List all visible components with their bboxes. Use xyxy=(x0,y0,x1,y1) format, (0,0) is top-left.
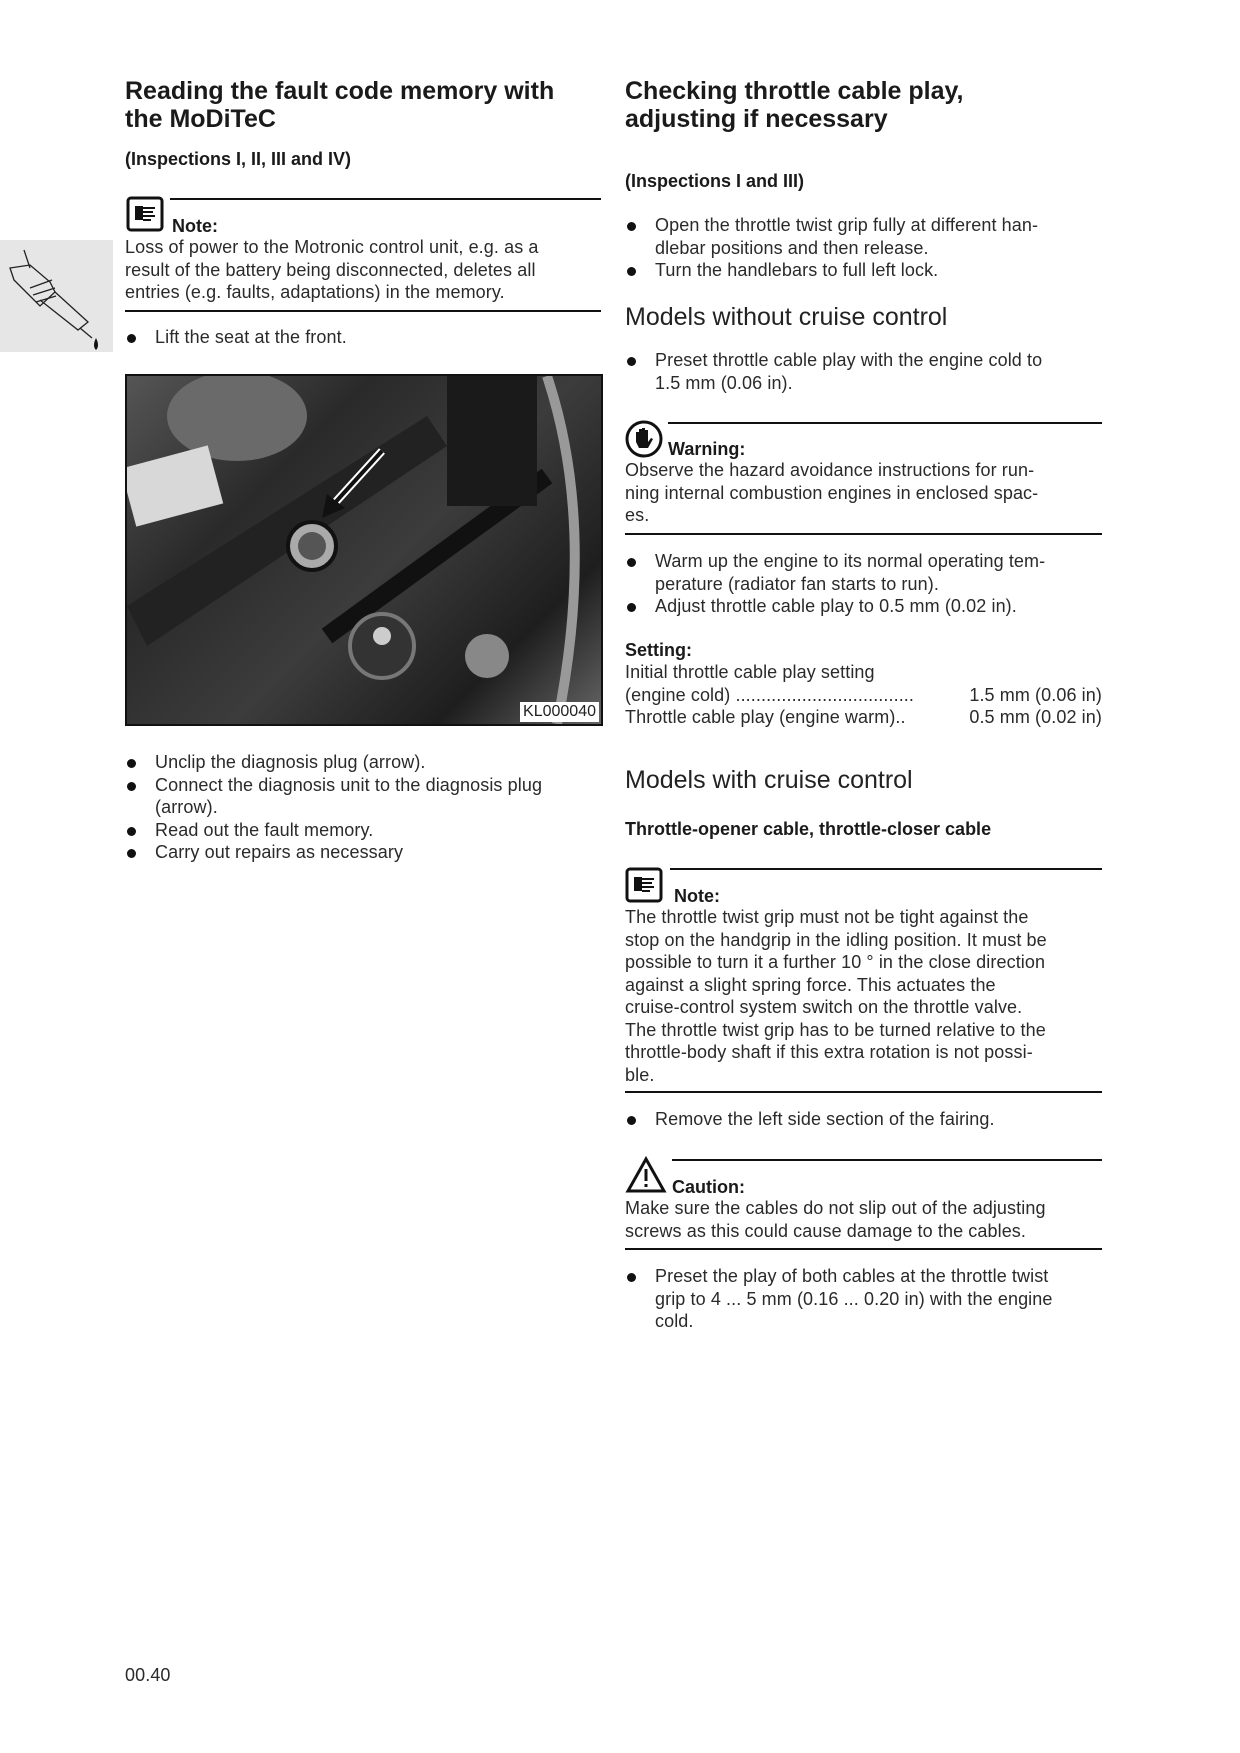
text-line: The throttle twist grip must not be tight against the xyxy=(625,907,1029,927)
setting-label: Setting: xyxy=(625,640,692,660)
divider xyxy=(625,1248,1102,1250)
divider xyxy=(170,198,601,200)
text-line: result of the battery being disconnected, deletes all xyxy=(125,259,536,280)
note-text xyxy=(625,906,1047,1086)
list-item xyxy=(125,774,542,819)
right-inspections: (Inspections I and III) xyxy=(625,171,805,191)
text-line: Adjust throttle cable play to 0.5 mm (0.02 in). xyxy=(655,596,1017,616)
maintenance-side-tab xyxy=(0,240,113,352)
text-line: Preset the play of both cables at the throttle twist xyxy=(655,1266,1049,1286)
text-line: Connect the diagnosis unit to the diagnosis plug xyxy=(155,774,543,795)
text-line: 1.5 mm (0.06 in) xyxy=(969,684,1102,705)
text-line: entries (e.g. faults, adaptations) in the memory. xyxy=(125,282,505,302)
text-line: against a slight spring force. This actuates the xyxy=(625,974,996,995)
text-line: (engine cold) ................................... xyxy=(625,684,914,705)
note-label: Note: xyxy=(172,216,218,236)
page-number: 00.40 xyxy=(125,1665,171,1685)
text-line: Initial throttle cable play setting xyxy=(625,662,875,682)
cables-heading: Throttle-opener cable, throttle-closer cable xyxy=(625,819,992,839)
text-line: Preset throttle cable play with the engine cold to xyxy=(655,350,1043,370)
caution-triangle-icon xyxy=(625,1156,667,1199)
list-item xyxy=(625,595,1045,618)
list-item: Remove the left side section of the fairing. xyxy=(625,1108,995,1131)
bullet-list xyxy=(625,1265,1053,1333)
text-line: screws as this could cause damage to the cables. xyxy=(625,1220,1027,1241)
bullet-list xyxy=(125,751,542,864)
text-line: (arrow). xyxy=(155,797,218,817)
text-line: 0.5 mm (0.02 in) xyxy=(969,707,1102,727)
list-item xyxy=(625,550,1045,595)
note-text xyxy=(125,236,539,304)
text-line: Open the throttle twist grip fully at different han- xyxy=(655,215,1039,235)
caution-label: Caution: xyxy=(672,1177,745,1197)
text-line: perature (radiator fan starts to run). xyxy=(655,573,939,594)
caution-text xyxy=(625,1197,1046,1242)
text-line: Read out the fault memory. xyxy=(155,819,374,840)
text-line: Loss of power to the Motronic control unit, e.g. as a xyxy=(125,237,539,257)
text-line: Unclip the diagnosis plug (arrow). xyxy=(155,752,426,772)
setting-row xyxy=(625,706,1102,729)
text-line: Throttle cable play (engine warm).. xyxy=(625,707,906,727)
divider xyxy=(670,868,1102,870)
models-with-heading: Models with cruise control xyxy=(625,766,913,794)
note-icon xyxy=(126,196,164,237)
list-item xyxy=(125,751,542,774)
list-item xyxy=(625,349,1042,394)
text-line: Carry out repairs as necessary xyxy=(155,842,404,862)
bullet-list xyxy=(625,214,1038,282)
divider xyxy=(625,1091,1102,1093)
setting-table xyxy=(625,661,1102,729)
photo-code: KL000040 xyxy=(520,702,599,722)
left-inspections: (Inspections I, II, III and IV) xyxy=(125,149,352,169)
bullet-list xyxy=(625,1108,995,1131)
text-line: Turn the handlebars to full left lock. xyxy=(655,260,939,280)
left-section-title xyxy=(125,77,554,133)
engine-photo xyxy=(125,374,603,726)
text-line: ble. xyxy=(625,1064,655,1085)
warning-hand-icon xyxy=(625,420,663,463)
warning-text xyxy=(625,459,1038,527)
list-item xyxy=(625,259,1038,282)
text-line: possible to turn it a further 10 ° in the close direction xyxy=(625,952,1046,972)
text-line: ning internal combustion engines in enclosed spac- xyxy=(625,482,1039,503)
list-item xyxy=(625,214,1038,259)
text-line: Observe the hazard avoidance instructions for run- xyxy=(625,460,1035,480)
bullet-list xyxy=(625,550,1045,618)
text-line: dlebar positions and then release. xyxy=(655,237,929,258)
note-label: Note: xyxy=(674,886,720,906)
divider xyxy=(668,422,1102,424)
text-line: The throttle twist grip has to be turned relative to the xyxy=(625,1019,1046,1040)
text-line: es. xyxy=(625,505,650,525)
title-line: the MoDiTeC xyxy=(125,105,276,133)
bullet-list xyxy=(625,349,1042,394)
models-without-heading: Models without cruise control xyxy=(625,303,948,331)
text-line: cruise-control system switch on the throttle valve. xyxy=(625,997,1023,1017)
text-line: throttle-body shaft if this extra rotation is not possi- xyxy=(625,1042,1033,1062)
list-item: Lift the seat at the front. xyxy=(125,326,347,349)
text-line: Warm up the engine to its normal operating tem- xyxy=(655,551,1046,571)
bullet-list xyxy=(125,326,347,349)
list-item xyxy=(125,819,542,842)
text-line: grip to 4 ... 5 mm (0.16 ... 0.20 in) with the engine xyxy=(655,1288,1053,1309)
hand-oil-can-icon xyxy=(0,240,113,352)
title-line: Reading the fault code memory with xyxy=(125,77,555,105)
list-item xyxy=(625,1265,1053,1333)
list-item xyxy=(125,841,542,864)
text-line: Make sure the cables do not slip out of the adjusting xyxy=(625,1198,1046,1218)
text-line: cold. xyxy=(655,1311,694,1331)
setting-row xyxy=(625,684,1102,707)
warning-label: Warning: xyxy=(668,439,746,459)
divider xyxy=(125,310,601,312)
text-line: stop on the handgrip in the idling position. It must be xyxy=(625,929,1047,950)
note-icon xyxy=(625,867,663,908)
right-section-title xyxy=(625,77,964,133)
title-line: Checking throttle cable play, xyxy=(625,77,964,105)
divider xyxy=(625,533,1102,535)
text-line: 1.5 mm (0.06 in). xyxy=(655,372,793,393)
title-line: adjusting if necessary xyxy=(625,105,888,133)
divider xyxy=(672,1159,1102,1161)
